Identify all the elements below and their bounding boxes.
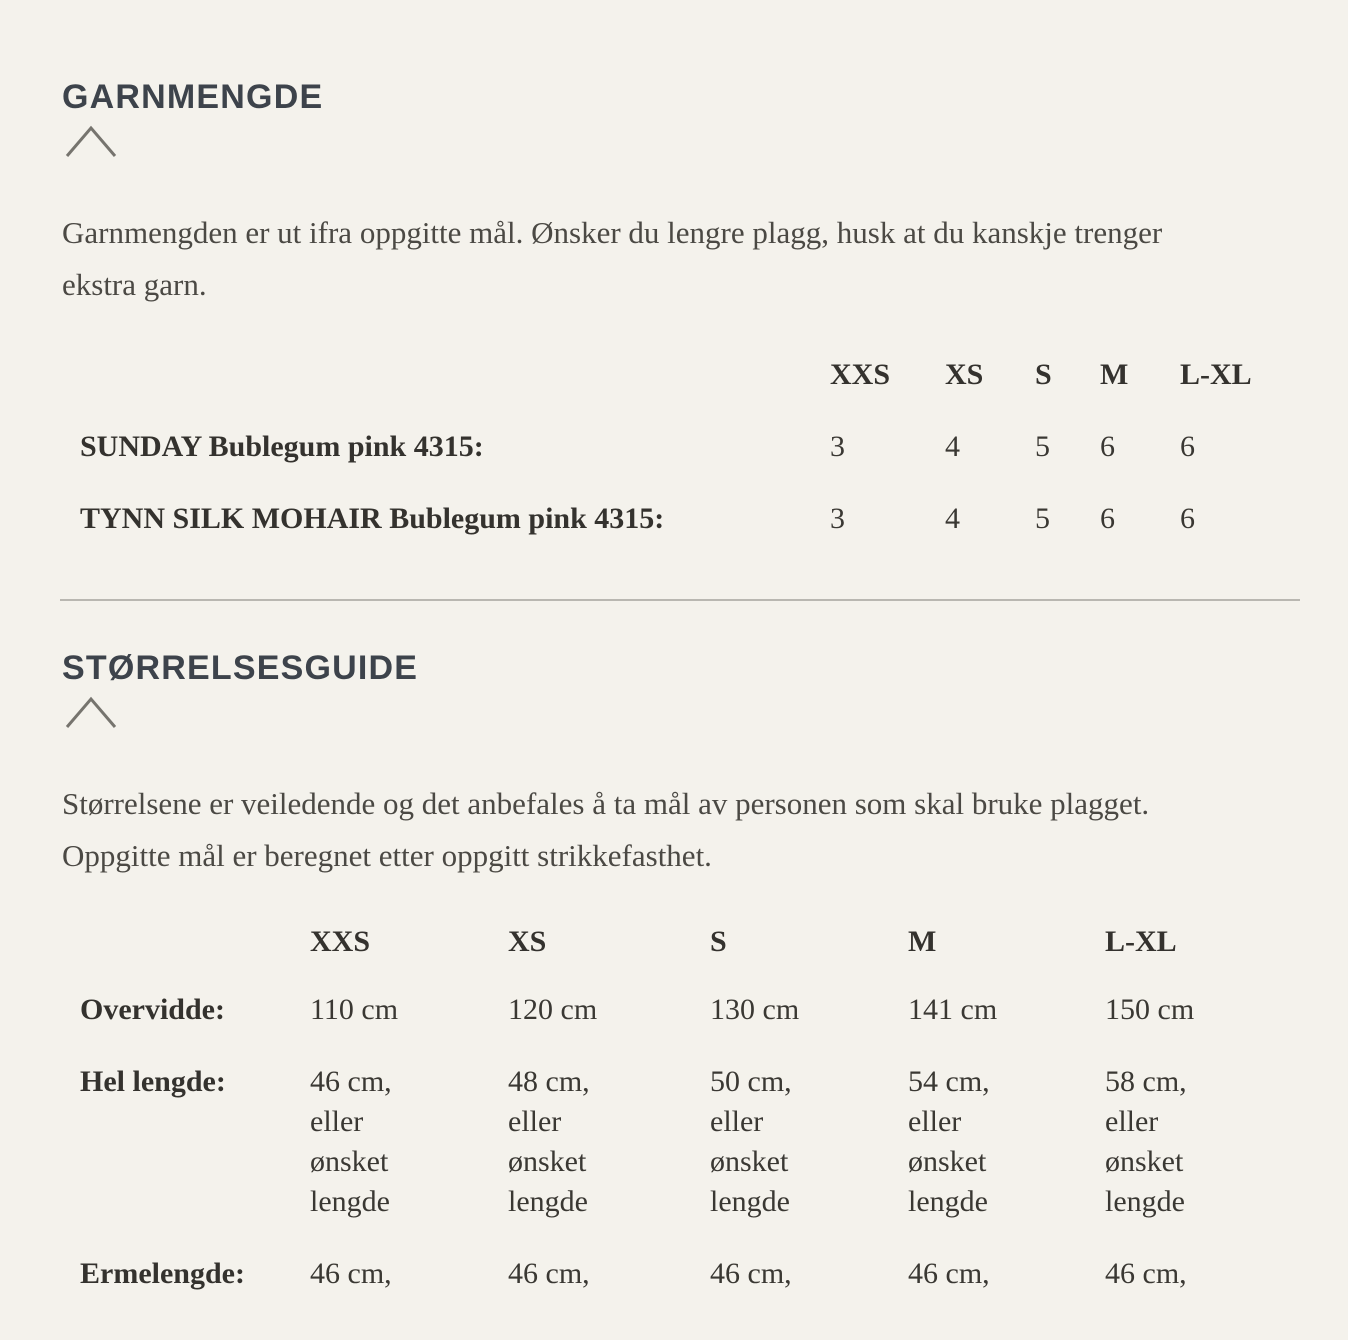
yarn-amount-value: 6 [1180,430,1195,463]
measure-value: 46 cm, eller ønsket lengde [310,1065,392,1218]
yarn-amount-value: 5 [1035,502,1050,535]
measure-value: 46 cm, [710,1257,792,1290]
yarn-amount-value: 3 [830,502,845,535]
measure-value: 50 cm, eller ønsket lengde [710,1065,792,1218]
size-table-header-row [80,922,1302,962]
yarn-row-label: TYNN SILK MOHAIR Bublegum pink 4315: [80,502,665,535]
measure-value: 58 cm, eller ønsket lengde [1105,1065,1187,1218]
yarn-amount-table [62,355,1302,539]
measure-value: 46 cm, [1105,1257,1187,1290]
section-divider [60,599,1300,601]
size-header-s: S [1035,358,1052,391]
table-row [80,1254,1302,1294]
table-row [80,499,1302,539]
yarn-amount-value: 6 [1100,430,1115,463]
table-row [80,1062,1302,1222]
garnmengde-section [62,78,1302,539]
measure-value: 48 cm, eller ønsket lengde [508,1065,590,1218]
chevron-up-icon [63,146,119,163]
yarn-amount-value: 4 [945,430,960,463]
yarn-amount-value: 5 [1035,430,1050,463]
yarn-amount-value: 4 [945,502,960,535]
size-guide-table [62,922,1302,1294]
storrelsesguide-section-title: STØRRELSESGUIDE [62,649,419,687]
yarn-row-label: SUNDAY Bublegum pink 4315: [80,430,484,463]
measure-row-label: Hel lengde: [80,1065,226,1098]
size-header-xs: XS [945,358,984,391]
size-header-xs: XS [508,925,547,958]
measure-value: 46 cm, [310,1257,392,1290]
garnmengde-section-title: GARNMENGDE [62,78,324,116]
measure-value: 110 cm [310,993,399,1026]
measure-row-label: Overvidde: [80,993,225,1026]
garnmengde-description: Garnmengden er ut ifra oppgitte mål. Ønsker du lengre plagg, husk at du kanskje trenger ekstra garn. [62,215,1163,302]
yarn-table-header-row [80,355,1302,395]
size-header-m: M [1100,358,1129,391]
measure-value: 54 cm, eller ønsket lengde [908,1065,990,1218]
yarn-amount-value: 6 [1100,502,1115,535]
measure-value: 120 cm [508,993,598,1026]
measure-value: 46 cm, [508,1257,590,1290]
measure-value: 150 cm [1105,993,1195,1026]
size-header-lxl: L-XL [1180,358,1252,391]
size-header-s: S [710,925,727,958]
measure-value: 141 cm [908,993,998,1026]
garnmengde-collapse-toggle[interactable] [63,123,119,159]
yarn-amount-value: 6 [1180,502,1195,535]
table-row [80,427,1302,467]
size-header-m: M [908,925,937,958]
storrelsesguide-collapse-toggle[interactable] [63,694,119,730]
measure-value: 46 cm, [908,1257,990,1290]
size-header-xxs: XXS [830,358,891,391]
size-header-lxl: L-XL [1105,925,1177,958]
storrelsesguide-section [62,649,1302,1294]
table-row [80,990,1302,1030]
size-header-xxs: XXS [310,925,371,958]
chevron-up-icon [63,717,119,734]
yarn-amount-value: 3 [830,430,845,463]
measure-row-label: Ermelengde: [80,1257,245,1290]
measure-value: 130 cm [710,993,800,1026]
storrelsesguide-description: Størrelsene er veiledende og det anbefales å ta mål av personen som skal bruke plagget. Oppgitte mål er beregnet etter oppgitt strikkefasthet. [62,786,1150,873]
